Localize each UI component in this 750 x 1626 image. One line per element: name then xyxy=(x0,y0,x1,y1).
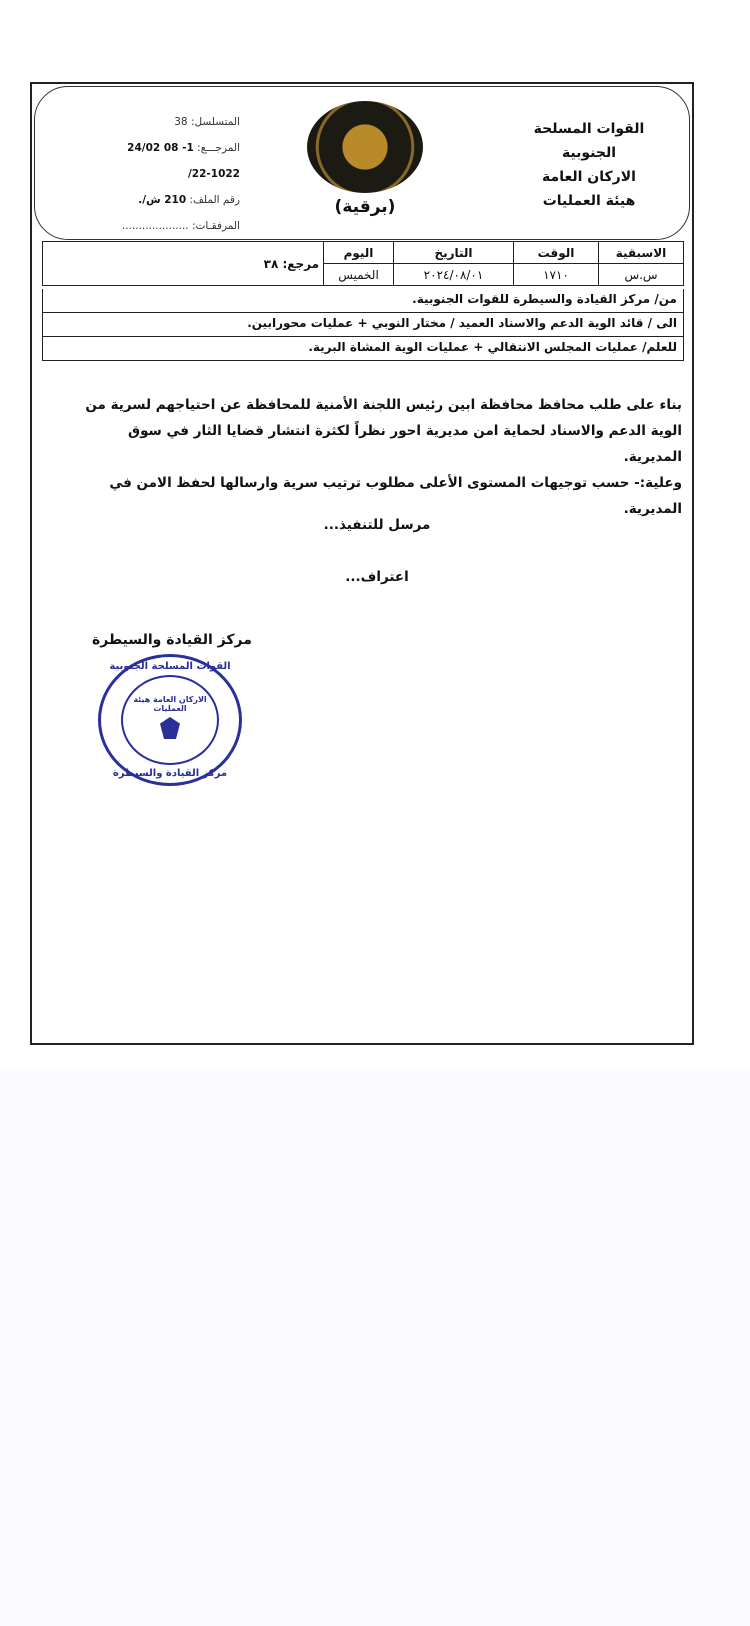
priority-value: س.س xyxy=(599,264,684,286)
time-value: ١٧١٠ xyxy=(514,264,599,286)
organization-name xyxy=(519,117,659,213)
serial-value: 38 xyxy=(174,116,188,128)
serial-label: المتسلسل: xyxy=(190,116,240,128)
org-line: الاركان العامة xyxy=(542,169,636,185)
send-for-execution: مرسل للتنفيذ... xyxy=(323,517,431,533)
emblem-logo xyxy=(307,101,423,193)
acknowledgement: اعتراف... xyxy=(345,569,409,585)
org-line: هيئة العمليات xyxy=(542,193,636,209)
body-paragraph-2: وعلية:- حسب توجيهات المستوى الأعلى مطلوب ترتيب سرية وارسالها لحفظ الامن في المديرية. xyxy=(109,475,682,517)
empty-background xyxy=(0,1068,750,1626)
body-paragraph-1: بناء على طلب محافظ محافظة ابين رئيس اللجنة الأمنية للمحافظة عن احتياجهم لسرية من الوية الدعم والاسناد لحماية امن مديرية احور نظراً لكثرة انتشار قضايا الثار في سوق المديرية. xyxy=(85,397,682,465)
ref-value: 1- 08 24/02 xyxy=(127,142,194,154)
priority-header: الاسبقية xyxy=(599,242,684,264)
telegram-info-table xyxy=(42,241,684,286)
day-value: الخميس xyxy=(324,264,394,286)
org-line: القوات المسلحة الجنوبية xyxy=(533,121,645,161)
reference-number: مرجع: ٣٨ xyxy=(43,242,324,286)
stamp-bottom-text: مركز القيادة والسيطرة xyxy=(112,768,228,779)
cc-line: للعلم/ عمليات المجلس الانتقالي + عمليات الوية المشاة البرية. xyxy=(42,337,684,361)
eagle-icon xyxy=(160,717,180,739)
file-label: رقم الملف: xyxy=(189,194,240,206)
ref-label: المرجـــع: xyxy=(197,142,240,154)
ref-value-2: 22-1022/ xyxy=(187,168,240,180)
time-header: الوقت xyxy=(514,242,599,264)
date-value: ٢٠٢٤/٠٨/٠١ xyxy=(394,264,514,286)
attachments-value: .................... xyxy=(121,220,189,232)
stamp-top-text: القوات المسلحة الجنوبية xyxy=(109,661,231,672)
document-title: (برقية) xyxy=(334,197,396,217)
file-value: 210 ش/. xyxy=(138,194,187,206)
document-header xyxy=(34,86,690,240)
day-header: اليوم xyxy=(324,242,394,264)
telegram-document xyxy=(30,82,694,1045)
stamp-inner-text: الاركان العامة هيئة العمليات xyxy=(133,695,207,713)
attachments-label: المرفقـات: xyxy=(191,220,240,232)
to-line: الى / قائد الوية الدعم والاسناد العميد / مختار النوبي + عمليات محورابين. xyxy=(42,313,684,337)
from-line: من/ مركز القيادة والسيطرة للقوات الجنوبية. xyxy=(42,289,684,313)
signature-title: مركز القيادة والسيطرة xyxy=(92,632,252,648)
stamp-inner xyxy=(121,675,219,765)
official-stamp xyxy=(98,654,242,786)
date-header: التاريخ xyxy=(394,242,514,264)
reference-meta xyxy=(90,109,240,239)
